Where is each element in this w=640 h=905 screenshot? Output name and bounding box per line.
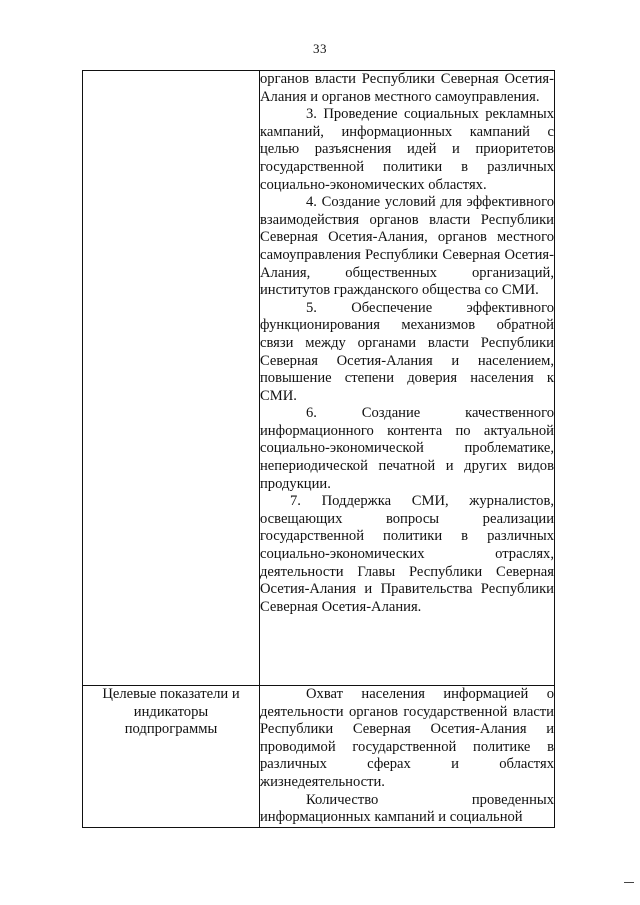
task-item: 3. Проведение социальных рекламных кампаний, информационных кампаний с целью разъяснения идей и приоритетов государственной политики в различных социально-экономических областях.: [260, 106, 554, 193]
row-label-cell-empty: [83, 71, 260, 686]
indicators-label-cell: [83, 686, 260, 828]
scan-mark: [624, 882, 634, 883]
subprogram-table: [82, 70, 555, 828]
task-item: 5. Обеспечение эффективного функционирования механизмов обратной связи между органами власти Республики Северная Осетия-Алания и населением, повышение степени доверия населения к СМИ.: [260, 299, 554, 404]
indicator-paragraph: Охват населения информацией о деятельности органов государственной власти Республики Северная Осетия-Алания и проводимой государственной политике в различных сферах и областях жизнедеятельности.: [260, 686, 554, 790]
task-item: 4. Создание условий для эффективного взаимодействия органов власти Республики Северная Осетия-Алания, органов местного самоуправления Республики Северная Осетия-Алания, общественных организаций, институтов гражданского общества со СМИ.: [260, 194, 554, 299]
indicators-label-line: подпрограммы: [124, 721, 218, 738]
indicators-label-line: индикаторы: [133, 703, 209, 720]
table-row-tasks: [83, 71, 555, 686]
table-row-indicators: [83, 686, 555, 828]
tasks-intro: органов власти Республики Северная Осетия-Алания и органов местного самоуправления.: [260, 71, 554, 105]
indicators-label-line: Целевые показатели и: [102, 686, 240, 702]
task-item: 6. Создание качественного информационного контента по актуальной социально-экономической проблематике, непериодической печатной и других видов продукции.: [260, 405, 554, 492]
task-item: 7. Поддержка СМИ, журналистов, освещающих вопросы реализации государственной политики в различных социально-экономических отраслях, деятельности Главы Республики Северная Осетия-Алания и Правительства Республики Северная Осетия-Алания.: [260, 493, 554, 615]
indicators-cell: [260, 686, 555, 828]
page-number: 33: [313, 41, 327, 56]
tasks-cell: [260, 71, 555, 686]
indicator-paragraph: Количество проведенных информационных кампаний и социальной: [260, 791, 554, 826]
